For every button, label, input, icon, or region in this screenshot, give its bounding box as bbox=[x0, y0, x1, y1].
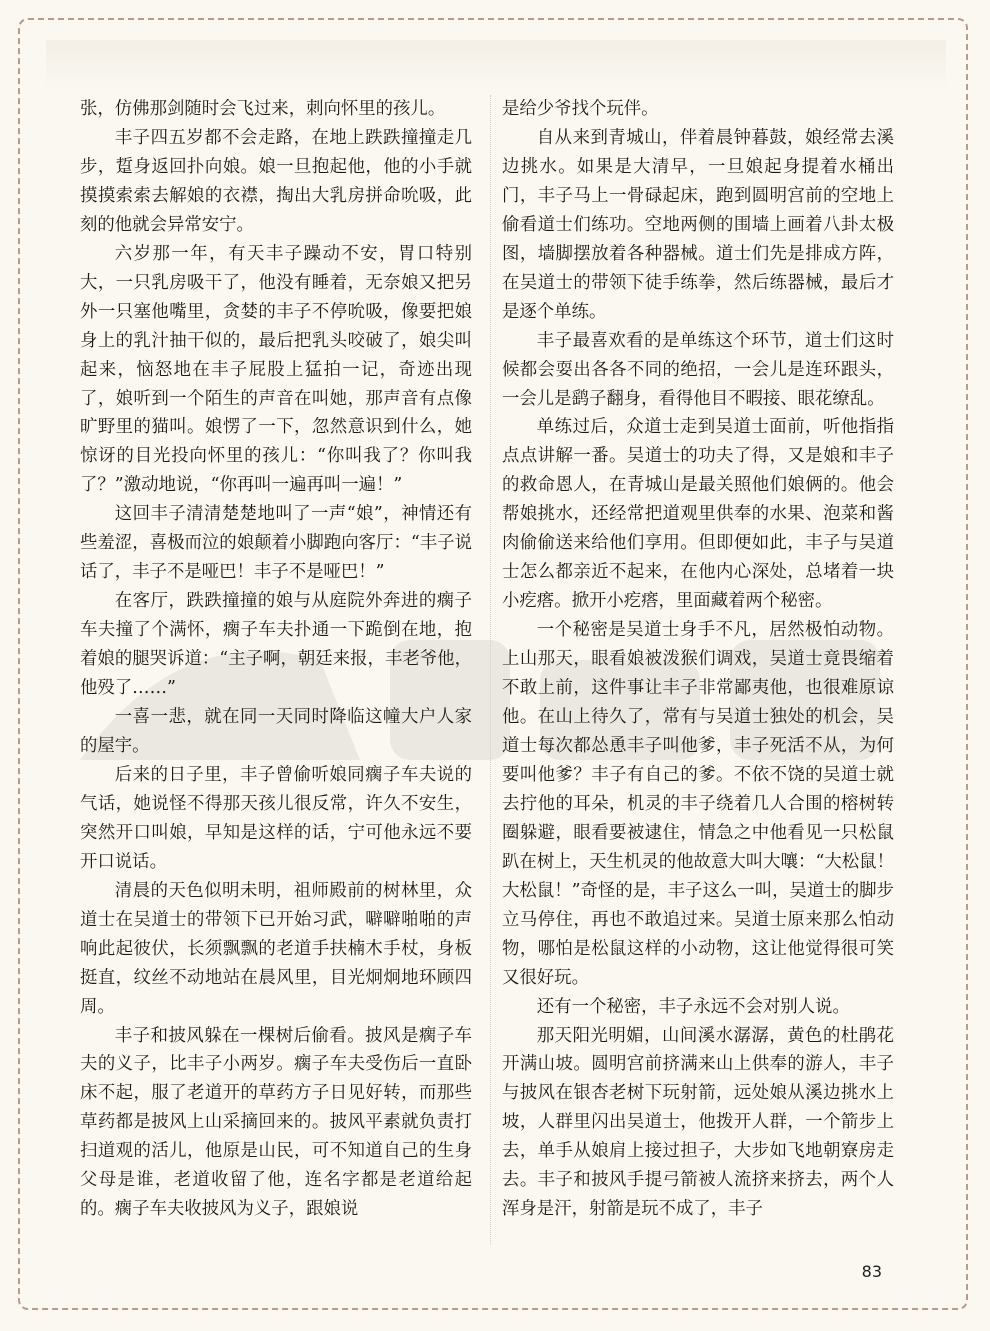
paragraph: 一喜一悲，就在同一天同时降临这幢大户人家的屋宇。 bbox=[80, 707, 472, 756]
paragraph: 自从来到青城山，伴着晨钟暮鼓，娘经常去溪边挑水。如果是大清早，一旦娘起身提着水桶出门，丰子马上一骨碌起床，跑到圆明宫前的空地上偷看道士们练功。空地两侧的围墙上画着八卦太极图，墙脚摆放着各种器械。道士们先是排成方阵，在吴道士的带领下徒手练拳，然后练器械，最后才是逐个单练。 bbox=[502, 127, 894, 322]
paragraph: 丰子最喜欢看的是单练这个环节，道士们这时候都会耍出各各不同的绝招，一会儿是连环跟头，一会儿是鹞子翻身，看得他目不暇接、眼花缭乱。 bbox=[502, 330, 894, 409]
right-column bbox=[502, 95, 894, 1224]
paragraph: 还有一个秘密，丰子永远不会对别人说。 bbox=[536, 996, 850, 1017]
page-number: 83 bbox=[861, 1262, 882, 1281]
paragraph: 一个秘密是吴道士身手不凡，居然极怕动物。上山那天，眼看娘被泼猴们调戏，吴道士竟畏缩着不敢上前，这件事让丰子非常鄙夷他，也很难原谅他。在山上待久了，常有与吴道士独处的机会，吴道士每次都怂恿丰子叫他爹，丰子死活不从，为何要叫他爹？丰子有自己的爹。不依不饶的吴道士就去拧他的耳朵，机灵的丰子绕着几人合围的榕树转圈躲避，眼看要被逮住，情急之中他看见一只松鼠趴在树上，天生机灵的他故意大叫大嚷：“大松鼠！大松鼠！”奇怪的是，丰子这么一叫，吴道士的脚步立马停住，再也不敢追过来。吴道士原来那么怕动物，哪怕是松鼠这样的小动物，这让他觉得很可笑又很好玩。 bbox=[502, 620, 894, 988]
paragraph: 在客厅，跌跌撞撞的娘与从庭院外奔进的瘸子车夫撞了个满怀，瘸子车夫扑通一下跪倒在地，抱着娘的腿哭诉道：“主子啊，朝廷来报，丰老爷他，他殁了……” bbox=[80, 591, 472, 699]
paragraph-continued: 张，仿佛那剑随时会飞过来，刺向怀里的孩儿。 bbox=[80, 99, 446, 119]
page-header-band bbox=[46, 40, 946, 92]
paragraph: 单练过后，众道士走到吴道士面前，听他指指点点讲解一番。吴道士的功夫了得，又是娘和丰子的救命恩人，在青城山是最关照他们娘俩的。他会帮娘挑水，还经常把道观里供奉的水果、泡菜和酱肉偷偷送来给他们享用。但即便如此，丰子与吴道士怎么都亲近不起来，在他内心深处，总堵着一块小疙瘩。掀开小疙瘩，里面藏着两个秘密。 bbox=[502, 417, 894, 612]
paragraph: 六岁那一年，有天丰子躁动不安，胃口特别大，一只乳房吸干了，他没有睡着，无奈娘又把另外一只塞他嘴里，贪婪的丰子不停吮吸，像要把娘身上的乳汁抽干似的，最后把乳头咬破了，娘尖叫起来，恼怒地在丰子屁股上猛拍一记，奇迹出现了，娘听到一个陌生的声音在叫她，那声音有点像旷野里的猫叫。娘愣了一下，忽然意识到什么，她惊讶的目光投向怀里的孩儿：“你叫我了？你叫我了？”激动地说，“你再叫一遍再叫一遍！” bbox=[80, 243, 472, 496]
left-column bbox=[80, 95, 472, 1224]
paragraph: 那天阳光明媚，山间溪水潺潺，黄色的杜鹃花开满山坡。圆明宫前挤满来山上供奉的游人，丰子与披风在银杏老树下玩射箭，远处娘从溪边挑水上坡，人群里闪出吴道士，他拨开人群，一个箭步上去，单手从娘肩上接过担子，大步如飞地朝寮房走去。丰子和披风手提弓箭被人流挤来挤去，两个人浑身是汗，射箭是玩不成了，丰子 bbox=[502, 1025, 894, 1220]
paragraph: 丰子和披风躲在一棵树后偷看。披风是瘸子车夫的义子，比丰子小两岁。瘸子车夫受伤后一直卧床不起，服了老道开的草药方子日见好转，而那些草药都是披风上山采摘回来的。披风平素就负责打扫道观的活儿，他原是山民，可不知道自己的生身父母是谁，老道收留了他，连名字都是老道给起的。瘸子车夫收披风为义子，跟娘说 bbox=[80, 1025, 472, 1220]
paragraph: 这回丰子清清楚楚地叫了一声“娘”，神情还有些羞涩，喜极而泣的娘颠着小脚跑向客厅：“丰子说话了，丰子不是哑巴！丰子不是哑巴！” bbox=[80, 504, 472, 583]
paragraph: 丰子四五岁都不会走路，在地上跌跌撞撞走几步，踅身返回扑向娘。娘一旦抱起他，他的小手就摸摸索索去解娘的衣襟，掏出大乳房拼命吮吸，此刻的他就会异常安宁。 bbox=[80, 127, 472, 235]
paragraph-continued: 是给少爷找个玩伴。 bbox=[502, 99, 659, 119]
paragraph: 后来的日子里，丰子曾偷听娘同瘸子车夫说的气话，她说怪不得那天孩儿很反常，许久不安生，突然开口叫娘，早知是这样的话，宁可他永远不要开口说话。 bbox=[80, 764, 472, 872]
column-divider bbox=[490, 95, 491, 1245]
paragraph: 清晨的天色似明未明，祖师殿前的树林里，众道士在吴道士的带领下已开始习武，噼噼啪啪的声响此起彼伏，长须飘飘的老道手扶楠木手杖，身板挺直，纹丝不动地站在晨风里，目光炯炯地环顾四周。 bbox=[80, 880, 472, 1017]
